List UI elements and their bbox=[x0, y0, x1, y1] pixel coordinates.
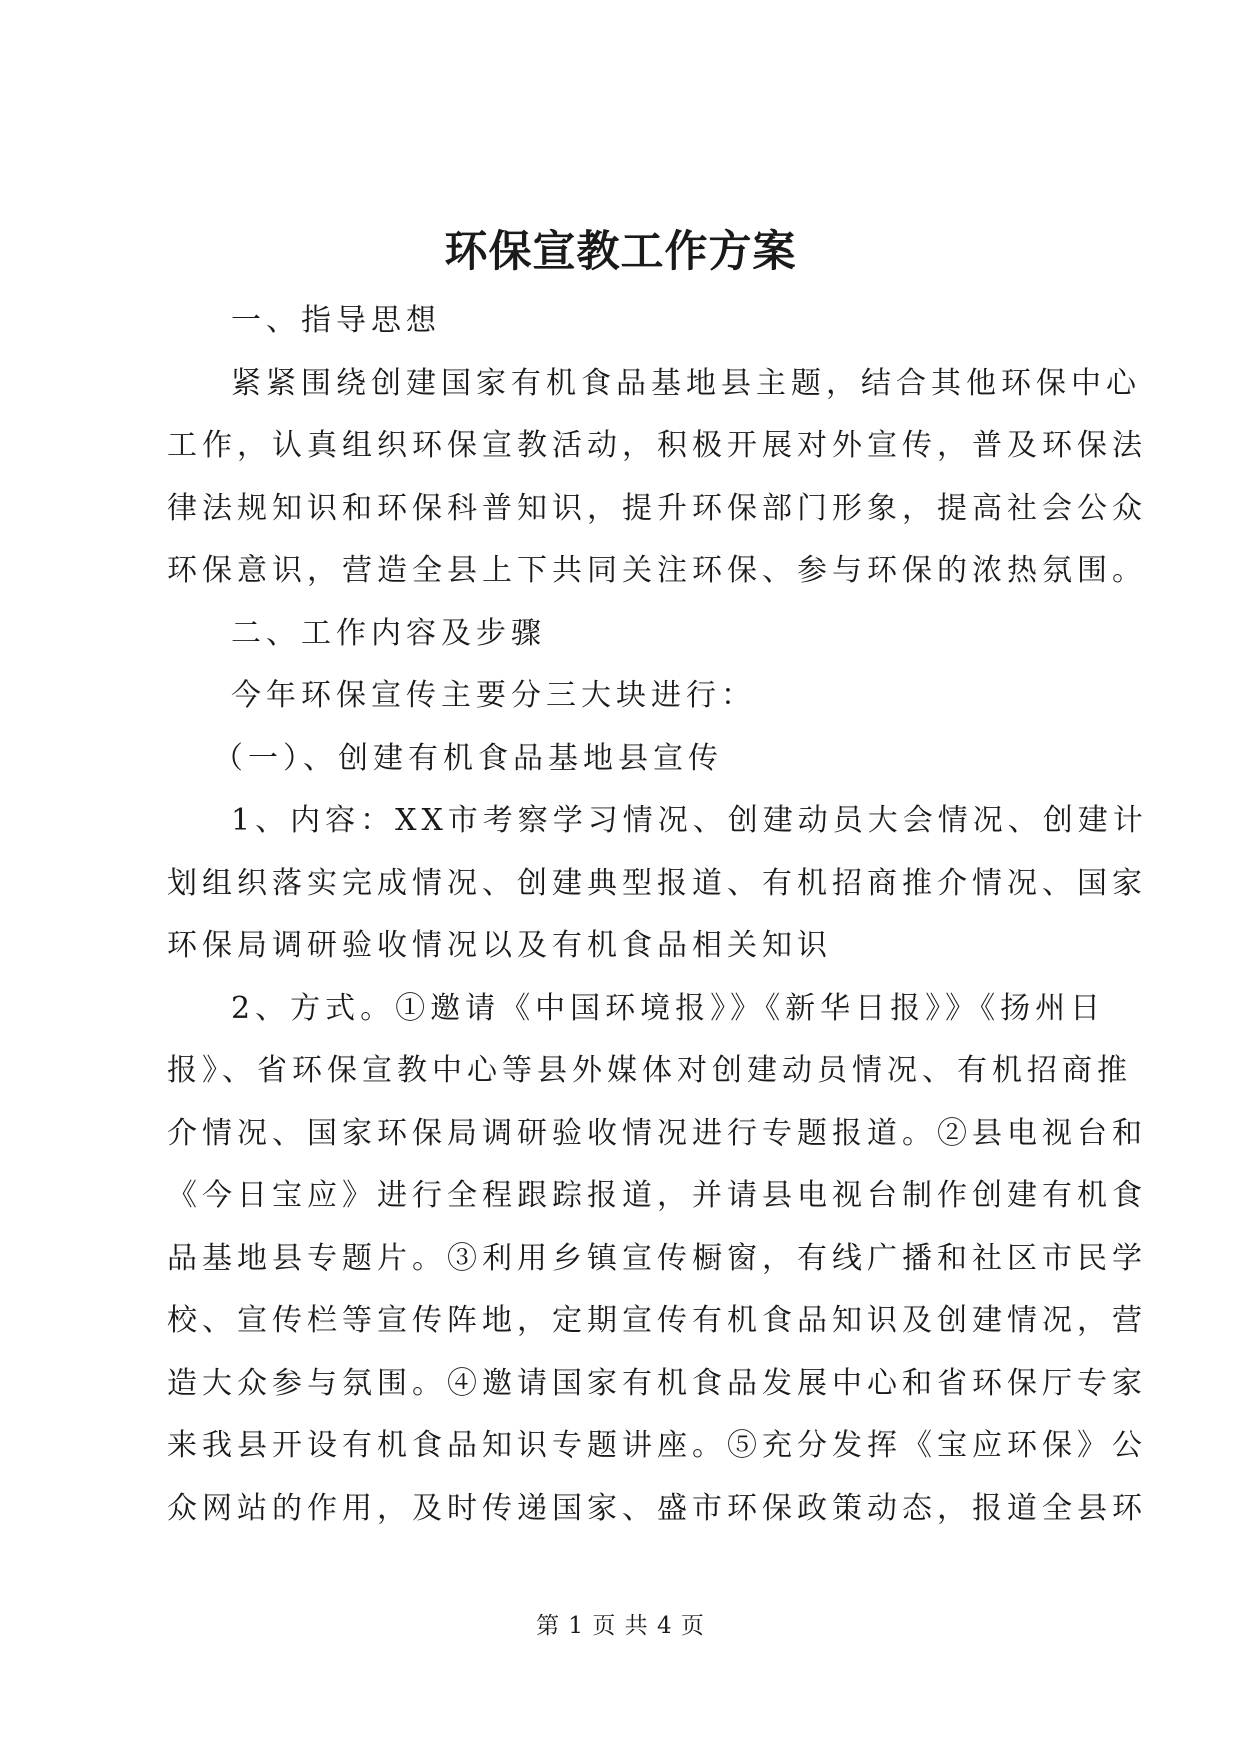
paragraph-line: 2、方式。①邀请《中国环境报》》《新华日报》》《扬州日 bbox=[231, 990, 1106, 1026]
document-body bbox=[167, 290, 1148, 1540]
section-heading: 二、工作内容及步骤 bbox=[231, 615, 546, 651]
paragraph-line: 环保意识，营造全县上下共同关注环保、参与环保的浓热氛围。 bbox=[167, 553, 1147, 588]
paragraph-line: 环保局调研验收情况以及有机食品相关知识 bbox=[167, 928, 832, 963]
paragraph-line: 介情况、国家环保局调研验收情况进行专题报道。②县电视台和 bbox=[167, 1115, 1147, 1151]
paragraph-line: 紧紧围绕创建国家有机食品基地县主题，结合其他环保中心 bbox=[231, 365, 1141, 401]
paragraph-line: 今年环保宣传主要分三大块进行： bbox=[231, 678, 756, 713]
paragraph-line: 报》、省环保宣教中心等县外媒体对创建动员情况、有机招商推 bbox=[167, 1053, 1132, 1088]
paragraph-line: 《今日宝应》进行全程跟踪报道，并请县电视台制作创建有机食 bbox=[167, 1178, 1147, 1213]
paragraph-line: 校、宣传栏等宣传阵地，定期宣传有机食品知识及创建情况，营 bbox=[167, 1303, 1147, 1338]
subsection-heading: （一）、创建有机食品基地县宣传 bbox=[213, 740, 723, 776]
document-title: 环保宣教工作方案 bbox=[444, 227, 797, 277]
paragraph-line: 1、内容：XX市考察学习情况、创建动员大会情况、创建计 bbox=[231, 803, 1148, 838]
paragraph-line: 造大众参与氛围。④邀请国家有机食品发展中心和省环保厅专家 bbox=[167, 1365, 1147, 1401]
paragraph-line: 众网站的作用，及时传递国家、盛市环保政策动态，报道全县环 bbox=[167, 1490, 1147, 1526]
paragraph-line: 工作，认真组织环保宣教活动，积极开展对外宣传，普及环保法 bbox=[167, 428, 1147, 463]
section-heading: 一、指导思想 bbox=[231, 303, 441, 338]
paragraph-line: 律法规知识和环保科普知识，提升环保部门形象，提高社会公众 bbox=[167, 490, 1147, 526]
page-footer: 第 1 页 共 4 页 bbox=[536, 1613, 705, 1639]
paragraph-line: 划组织落实完成情况、创建典型报道、有机招商推介情况、国家 bbox=[167, 865, 1147, 901]
paragraph-line: 来我县开设有机食品知识专题讲座。⑤充分发挥《宝应环保》公 bbox=[167, 1428, 1147, 1463]
paragraph-line: 品基地县专题片。③利用乡镇宣传橱窗，有线广播和社区市民学 bbox=[167, 1240, 1147, 1276]
